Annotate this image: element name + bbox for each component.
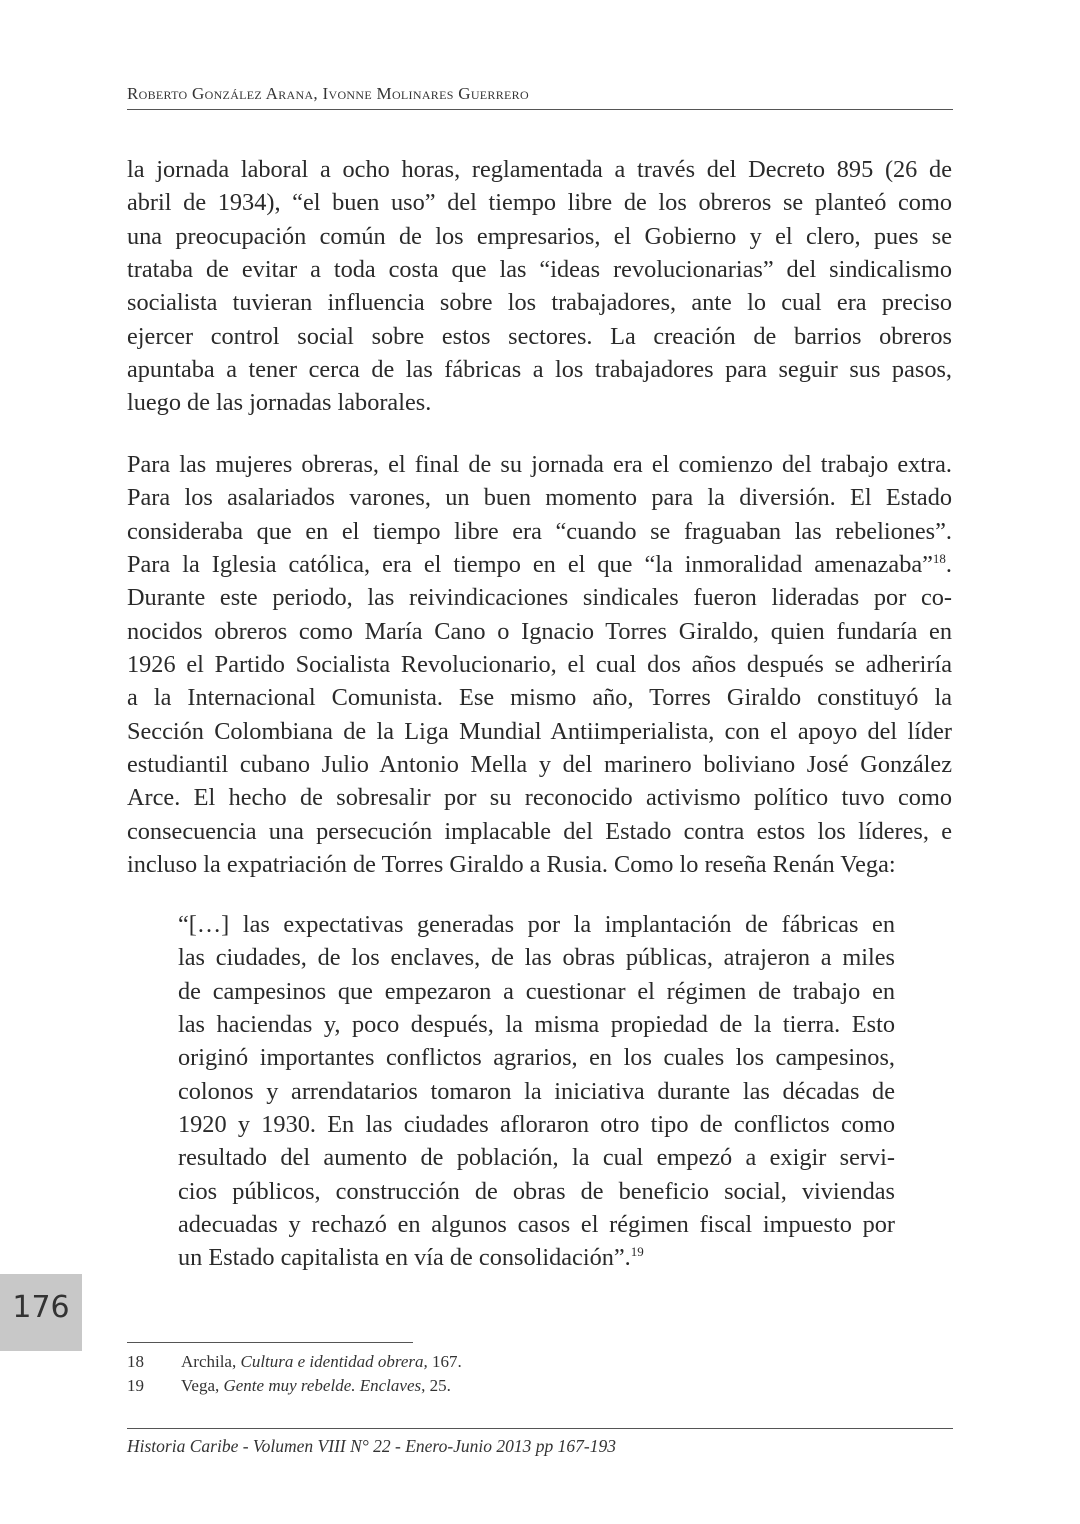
- line-text: Para la Iglesia católica, era el tiempo en el que “la inmoralidad amenazaba”: [127, 551, 933, 579]
- text-line: [178, 1041, 895, 1074]
- line-text: de campesinos que empezaron a cuestionar el régimen de trabajo en: [178, 977, 895, 1005]
- text-line: [127, 548, 952, 581]
- line-text-tail: .: [945, 551, 952, 579]
- text-line: [178, 1008, 895, 1041]
- line-text: nocidos obreros como María Cano o Ignacio Torres Giraldo, quien fundaría en: [127, 617, 952, 645]
- line-text: “[…] las expectativas generadas por la implantación de fábricas en: [178, 911, 895, 938]
- text-line: [127, 481, 952, 514]
- line-text: Para las mujeres obreras, el final de su jornada era el comienzo del trabajo extra.: [127, 451, 952, 478]
- footnote-page: 167.: [427, 1352, 462, 1371]
- text-line: [127, 253, 952, 286]
- line-text: abril de 1934), “el buen uso” del tiempo libre de los obreros se planteó como: [127, 189, 952, 217]
- text-line: [127, 386, 952, 419]
- footnote-title: Gente muy rebelde. Enclaves: [223, 1376, 422, 1395]
- page-number: 176: [12, 1290, 70, 1325]
- footnote-18: [127, 1352, 462, 1372]
- text-line: [127, 286, 952, 319]
- text-line: [178, 1208, 895, 1241]
- footer-rule: [127, 1428, 953, 1429]
- block-quote: [178, 908, 895, 1275]
- footnote-author: Archila,: [181, 1352, 241, 1371]
- text-line: [127, 715, 952, 748]
- text-line: [178, 941, 895, 974]
- text-line: [127, 186, 952, 219]
- line-text: estudiantil cubano Julio Antonio Mella y del marinero boliviano José González: [127, 751, 952, 779]
- line-text: 1920 y 1930. En las ciudades afloraron otro tipo de conflictos como: [178, 1111, 895, 1139]
- line-text: incluso la expatriación de Torres Giraldo a Rusia. Como lo reseña Renán Vega:: [127, 851, 896, 879]
- line-text: Durante este periodo, las reivindicaciones sindicales fueron lideradas por co-: [127, 584, 952, 612]
- text-line: [127, 615, 952, 648]
- text-line: [178, 975, 895, 1008]
- line-text: las ciudades, de los enclaves, de las obras públicas, atrajeron a miles: [178, 944, 895, 972]
- text-line: [178, 1141, 895, 1174]
- line-text: resultado del aumento de población, la cual empezó a exigir servi-: [178, 1144, 895, 1172]
- footnote-reference[interactable]: 18: [932, 550, 946, 566]
- line-text: consideraba que en el tiempo libre era “cuando se fraguaban las rebeliones”.: [127, 517, 952, 545]
- line-text: 1926 el Partido Socialista Revolucionario, el cual dos años después se adheriría: [127, 651, 952, 679]
- footnote-rule: [127, 1342, 413, 1343]
- header-rule: [127, 109, 953, 110]
- text-line: [127, 748, 952, 781]
- line-text: la jornada laboral a ocho horas, reglamentada a través del Decreto 895 (26 de: [127, 156, 952, 183]
- line-text: un Estado capitalista en vía de consolidación”.: [178, 1244, 631, 1272]
- line-text: las haciendas y, poco después, la misma propiedad de la tierra. Esto: [178, 1011, 895, 1039]
- footnote-reference[interactable]: 19: [630, 1244, 644, 1260]
- journal-footer: Historia Caribe - Volumen VIII N° 22 - Enero-Junio 2013 pp 167-193: [127, 1436, 617, 1456]
- footnote-author: Vega,: [181, 1376, 224, 1395]
- text-line: [178, 1241, 895, 1274]
- line-text: a la Internacional Comunista. Ese mismo año, Torres Giraldo constituyó la: [127, 684, 952, 712]
- line-text: trataba de evitar a toda costa que las “ideas revolucionarias” del sindicalismo: [127, 256, 952, 284]
- line-text: colonos y arrendatarios tomaron la iniciativa durante las décadas de: [178, 1077, 895, 1105]
- line-text: originó importantes conflictos agrarios, en los cuales los campesinos,: [178, 1044, 895, 1072]
- text-line: [127, 220, 952, 253]
- text-line: [127, 320, 952, 353]
- footnote-number: 18: [127, 1352, 144, 1371]
- line-text: consecuencia una persecución implacable del Estado contra estos los líderes, e: [127, 817, 952, 845]
- line-text: una preocupación común de los empresarios, el Gobierno y el clero, pues se: [127, 222, 952, 250]
- footnote-title: Cultura e identidad obrera,: [240, 1352, 428, 1371]
- text-line: [127, 848, 952, 881]
- paragraph-1: [127, 153, 952, 420]
- line-text: luego de las jornadas laborales.: [127, 389, 432, 417]
- footnote-19: [127, 1376, 451, 1396]
- footnote-number: 19: [127, 1376, 144, 1395]
- text-line: [127, 153, 952, 186]
- text-line: [127, 515, 952, 548]
- text-line: [127, 581, 952, 614]
- footnote-page: , 25.: [421, 1376, 451, 1395]
- line-text: ejercer control social sobre estos sectores. La creación de barrios obreros: [127, 322, 952, 350]
- text-line: [127, 648, 952, 681]
- text-line: [178, 1108, 895, 1141]
- line-text: adecuadas y rechazó en algunos casos el régimen fiscal impuesto por: [178, 1211, 895, 1239]
- text-line: [127, 681, 952, 714]
- text-line: [127, 781, 952, 814]
- text-line: [127, 448, 952, 481]
- text-line: [178, 908, 895, 941]
- paragraph-2: [127, 448, 952, 881]
- line-text: cios públicos, construcción de obras de beneficio social, viviendas: [178, 1177, 895, 1205]
- text-line: [178, 1075, 895, 1108]
- line-text: apuntaba a tener cerca de las fábricas a los trabajadores para seguir sus pasos,: [127, 356, 952, 384]
- text-line: [127, 353, 952, 386]
- text-line: [178, 1175, 895, 1208]
- running-header: Roberto González Arana, Ivonne Molinares Guerrero: [127, 84, 529, 103]
- line-text: Sección Colombiana de la Liga Mundial Antiimperialista, con el apoyo del líder: [127, 717, 952, 745]
- line-text: Para los asalariados varones, un buen momento para la diversión. El Estado: [127, 484, 952, 512]
- line-text: Arce. El hecho de sobresalir por su reconocido activismo político tuvo como: [127, 784, 952, 812]
- text-line: [127, 815, 952, 848]
- line-text: socialista tuvieran influencia sobre los trabajadores, ante lo cual era preciso: [127, 289, 952, 317]
